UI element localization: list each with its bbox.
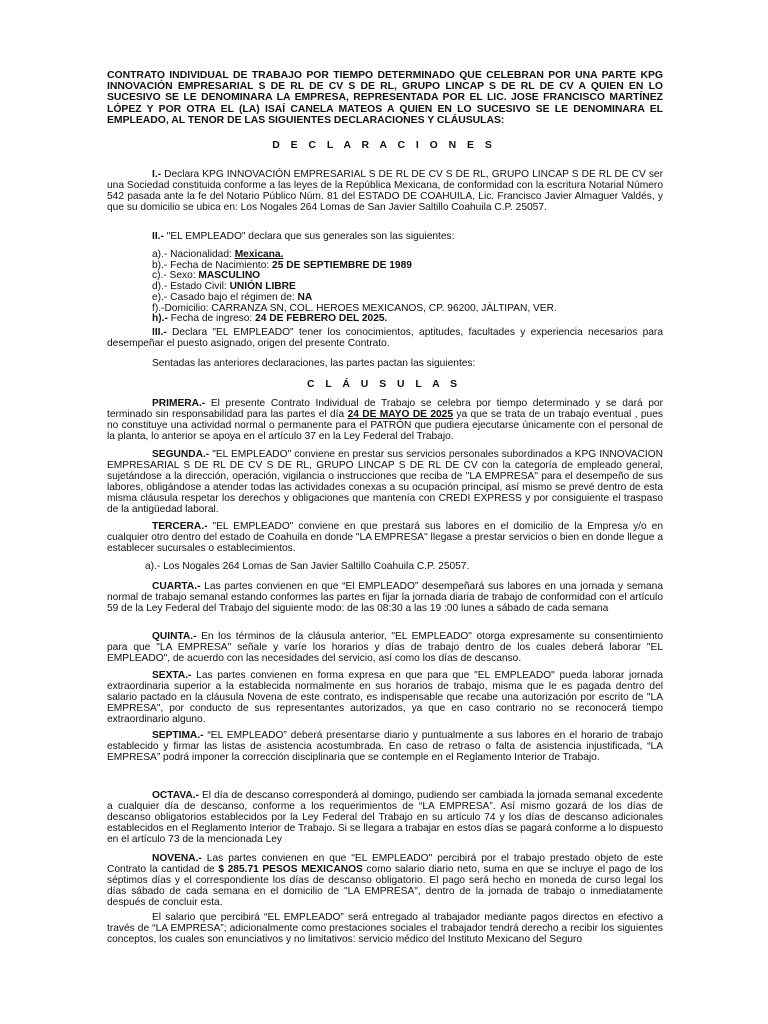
estado-civil-value: UNIÓN LIBRE [229,281,296,293]
clausula-novena [107,853,663,908]
declaracion-i [107,169,663,213]
declaracion-i-text: Declara KPG INNOVACIÓN EMPRESARIAL S DE RL DE CV S DE RL, GRUPO LINCAP S DE RL DE CV ser una Sociedad constituida conforme a las leyes de la República Mexicana, de conformidad con la escritura Notarial Número 542 pasada ante la fe del Notario Público Núm. 81 del ESTADO DE COAHUILA, Lic. Francisco Javier Almaguer Valdés, y que su domicilio se ubica en: Los Nogales 264 Lomas de San Javier Saltillo Coahuila C.P. 25057. [107,169,663,214]
regimen-value: NA [297,291,313,303]
novena-label: NOVENA.- [152,853,202,864]
octava-label: OCTAVA.- [152,790,199,801]
declaracion-i-label: I.- [152,169,162,180]
regimen-label: e).- Casado bajo el régimen de: [152,291,298,303]
primera-text-2: ya que se trata de un trabajo eventual , pues no constituye una actividad normal o permanente para el PATRÓN que pudiera ejecutarse únicamente con el personal de la planta, lo anterior se apoya en el artículo 37 en la Ley Federal del Trabajo. [107,409,663,443]
novena-amount: $ 285.71 PESOS MEXICANOS [218,864,363,876]
ingreso-line [152,314,663,325]
segunda-text: "EL EMPLEADO" conviene en prestar sus servicios personales subordinados a KPG INNOVACION EMPRESARIAL S DE RL DE CV S DE RL, GRUPO LINCAP S DE RL DE CV con la categoría de empleado general, sujetándose a la dirección, operación, vigilancia o instrucciones que reciba de "LA EMPRESA" para el desempeño de sus labores, obligándose a atender todas las actividades conexas a su ocupación principal, así mismo se prevé dentro de esta misma cláusula respetar los derechos y obligaciones que mantenía con CREDI EXPRESS y por consiguiente el traspaso de la antigüedad laboral. [107,449,663,516]
domicilio-line: f).-Domicilio: CARRANZA SN, COL. HEROES MEXICANOS, CP. 96200, JÁLTIPAN, VER. [152,302,557,314]
septima-text: “EL EMPLEADO” deberá presentarse diario y puntualmente a sus labores en el horario de trabajo establecido y firmar las listas de asistencia acostumbrada. En caso de retraso o falta de asistencia injustificada, “LA EMPRESA” podrá imponer la corrección disciplinaria que se contemple en el Reglamento Interior de Trabajo. [107,730,663,764]
primera-text-1: El presente Contrato Individual de Trabajo se celebra por tiempo determinado y se dará por terminado sin responsabilidad para las partes el día [107,398,663,421]
novena-text-2: como salario diario neto, suma en que se incluye el pago de los séptimos días y el correspondiente los días de descanso obligatorio. El pago será hecho en moneda de curso legal los días sábado de cada semana en el domicilio de "LA EMPRESA", dentro de la jornada de trabajo o inmediatamente después de concluir esta. [107,864,663,909]
declaracion-iii [107,327,663,349]
octava-text: El día de descanso corresponderá al domingo, pudiendo ser cambiada la jornada semanal excedente a cualquier día de descanso, conforme a los requerimientos de “LA EMPRESA”. Así mismo gozará de los días de descanso obligatorios establecidos por la Ley Federal del Trabajo en su artículo 74 y los días de descanso adicionales establecidos en el Reglamento Interior de Trabajo. Si se llegara a trabajar en estos días se pagará conforme a lo dispuesto en el artículo 73 de la mencionada Ley [107,790,663,846]
estado-civil-label: d).- Estado Civil: [152,281,230,293]
tercera-text: "EL EMPLEADO" conviene en que prestará sus labores en el domicilio de la Empresa y/o en cualquier otro dentro del estado de Coahuila en donde "LA EMPRESA" llegase a prestar servicios o bien en donde llegue a establecer sucursales o establecimientos. [107,521,663,555]
sexo-label: c).- Sexo: [152,270,199,282]
ingreso-mid: Fecha de ingreso: [167,313,256,325]
sentadas-paragraph: Sentadas las anteriores declaraciones, las partes pactan las siguientes: [152,358,476,369]
ingreso-label: h).- [152,313,168,325]
clausula-primera [107,398,663,442]
ingreso-value: 24 DE FEBRERO DEL 2025. [255,313,388,325]
quinta-label: QUINTA.- [152,631,197,642]
clausulas-heading: C L Á U S U L A S [306,379,462,390]
nacimiento-label: b).- Fecha de Nacimiento: [152,259,273,271]
tercera-label: TERCERA.- [152,521,208,532]
clausula-septima [107,730,663,763]
domicilio-empresa: a).- Los Nogales 264 Lomas de San Javier Saltillo Coahuila C.P. 25057. [145,561,470,572]
declaracion-ii-label: II.- [152,231,164,242]
quinta-text: En los términos de la cláusula anterior, "EL EMPLEADO" otorga expresamente su consentimiento para que "LA EMPRESA" señale y varíe los horarios y días de trabajo dentro de los cuales deberá laborar "EL EMPLEADO", de acuerdo con las necesidades del servicio, así como los días de descanso. [107,631,663,665]
sexta-label: SEXTA.- [152,670,192,681]
generales-list [152,250,663,325]
sexo-value: MASCULINO [198,270,261,282]
clausula-octava [107,790,663,845]
cuarta-label: CUARTA.- [152,581,201,592]
contract-title: CONTRATO INDIVIDUAL DE TRABAJO POR TIEMPO DETERMINADO QUE CELEBRAN POR UNA PARTE KPG INNOVACIÓN EMPRESARIAL S DE RL DE CV S DE RL, GRUPO LINCAP S DE RL DE CV A QUIEN EN LO SUCESIVO SE LE DENOMINARA LA EMPRESA, REPRESENTADA POR EL LIC. JOSE FRANCISCO MARTÍNEZ LÓPEZ Y POR OTRA EL (LA) ISAÍ CANELA MATEOS A QUIEN EN LO SUCESIVO SE LE DENOMINARA EL EMPLEADO, AL TENOR DE LAS SIGUIENTES DECLARACIONES Y CLÁUSULAS: [107,70,663,126]
primera-label: PRIMERA.- [152,398,206,409]
nacimiento-value: 25 DE SEPTIEMBRE DE 1989 [272,259,412,271]
clausula-tercera [107,521,663,554]
novena-text-1: Las partes convienen en que "EL EMPLEADO" percibirá por el trabajo prestado objeto de este Contrato la cantidad de [107,853,663,876]
declaraciones-heading: D E C L A R A C I O N E S [272,140,496,151]
nacionalidad-value: Mexicana. [234,249,284,260]
segunda-label: SEGUNDA.- [152,449,210,460]
regimen-line [152,293,663,304]
salario-paragraph: El salario que percibirá “EL EMPLEADO” será entregado al trabajador mediante pagos directos en efectivo a través de “LA EMPRESA”; adicionalmente como prestaciones sociales el trabajador tendrá derecho a recibir los siguientes conceptos, los cuales son enunciativos y no limitativos: servicio médico del Instituto Mexicano del Seguro [107,912,663,946]
clausula-quinta [107,631,663,664]
declaracion-ii [107,231,663,242]
sexta-text: Las partes convienen en forma expresa en que para que "EL EMPLEADO" pueda laborar jornada extraordinaria superior a la establecida normalmente en sus horarios de trabajo, misma que le es pagada dentro del salario pactado en la cláusula Novena de este contrato, es indispensable que recabe una autorización por escrito de "LA EMPRESA", por conducto de sus representantes autorizados, ya que en caso contrario no se reconocerá tiempo extraordinario alguno. [107,670,663,726]
nacionalidad-label: a).- Nacionalidad: [152,249,235,260]
clausula-segunda [107,449,663,516]
primera-date: 24 DE MAYO DE 2025 [347,409,454,421]
declaracion-ii-text: "EL EMPLEADO" declara que sus generales son las siguientes: [163,231,455,242]
declaracion-iii-text: Declara "EL EMPLEADO" tener los conocimientos, aptitudes, facultades y experiencia necesarios para desempeñar el puesto asignado, origen del presente Contrato. [107,327,663,350]
septima-label: SEPTIMA.- [152,730,204,741]
cuarta-text: Las partes convienen en que “El EMPLEADO” desempeñará sus labores en una jornada y semana normal de trabajo semanal estando conformes las partes en fijar la jornada diaria de trabajo de conformidad con el artículo 59 de la Ley Federal del Trabajo del siguiente modo: de las 08:30 a las 19 :00 lunes a sábado de cada semana [107,581,663,615]
clausula-cuarta [107,581,663,614]
clausula-sexta [107,670,663,725]
declaracion-iii-label: III.- [152,327,167,338]
